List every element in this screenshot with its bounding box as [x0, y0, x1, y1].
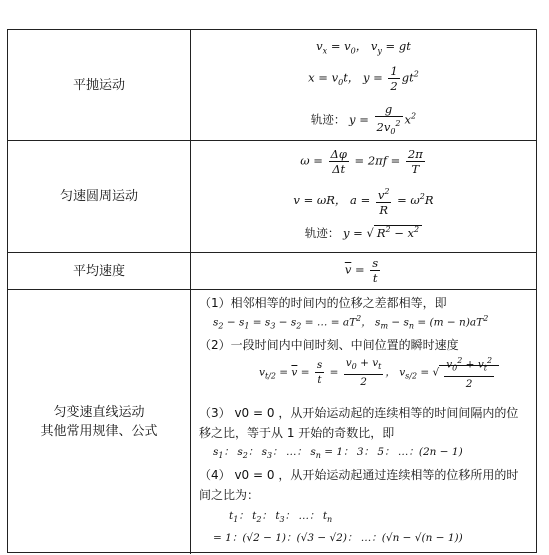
row-label: [8, 30, 191, 140]
row-label-text: 平均速度: [72, 263, 125, 279]
table-row: [8, 141, 536, 253]
rule-text: （1）相邻相等的时间内的位移之差都相等，即: [199, 296, 447, 310]
trajectory-label: 轨迹：: [310, 112, 346, 127]
formula-line: v = ωR， a = $\frac{v^2}{R}$ = $\omega^2R$: [293, 187, 434, 217]
formula-line: $v_{t/2} = \overline{v}$ = $\frac{s}{t}$ = $\frac{v_0 + v_t}{2}$ ， $v_{s/2}$ = √ $\frac{v_0^2 + v_t^2}{2}$: [259, 354, 499, 391]
trajectory-label: 轨迹：: [304, 226, 340, 240]
table-row: [8, 30, 536, 141]
formula-line: $v_x = v_0$， $v_y$ = gt: [316, 39, 411, 56]
formula-line: $x = v_0t$， y = $\frac{1}{2}$ $gt^2$: [308, 64, 419, 93]
row-content: [191, 253, 536, 289]
rule-text: 移之比，等于从 1 开始的奇数比，即: [199, 426, 395, 440]
row-label: [8, 141, 191, 252]
table-row: [8, 290, 536, 554]
row-content: [191, 141, 536, 252]
formula-line: $\overline{v}$ = $\frac{s}{t}$: [344, 256, 379, 285]
formula-line: 轨迹： y = √ $R^2 - x^2$: [191, 225, 536, 241]
row-label: [8, 253, 191, 289]
formula-table: [7, 29, 537, 553]
formula-line: ω = $\frac{\Delta\varphi}{\Delta t}$ = 2πf = $\frac{2\pi}{T}$: [300, 147, 423, 176]
rule-text: （2）一段时间内中间时刻、中间位置的瞬时速度: [199, 338, 459, 352]
row-label: [8, 290, 191, 554]
rule-text: （4） v0 = 0 ，从开始运动起通过连续相等的位移所用的时: [199, 468, 519, 482]
formula-line: $s_1$： $s_2$： $s_3$： …： $s_n = 1$： 3： 5： …：(2n − 1): [213, 446, 463, 461]
formula-line: = 1：(√2 − 1)：(√3 − √2)： …：(√n − √(n − 1)): [213, 532, 463, 544]
row-label-text: 平抛运动: [72, 77, 125, 93]
row-label-text: 匀变速直线运动: [53, 405, 145, 420]
formula-line: $t_1$： $t_2$： $t_3$： …： $t_n$: [229, 510, 333, 525]
row-content: [191, 30, 536, 140]
table-row: [8, 253, 536, 290]
row-content: [191, 290, 536, 554]
formula-line: 轨迹： y = $\frac{g}{2v_0^2}$ $x^2$: [310, 102, 417, 137]
rule-text: 间之比为：: [199, 488, 260, 502]
row-label-text: 匀速圆周运动: [59, 189, 138, 204]
rule-text: （3） v0 = 0 ，从开始运动起的连续相等的时间间隔内的位: [199, 406, 519, 420]
row-label-text: 其他常用规律、公式: [40, 424, 158, 439]
formula-line: $s_2 - s_1 = s_3 - s_2$ = … = $aT^2$， $s_m - s_n = (m - n)aT^2$: [213, 314, 489, 331]
